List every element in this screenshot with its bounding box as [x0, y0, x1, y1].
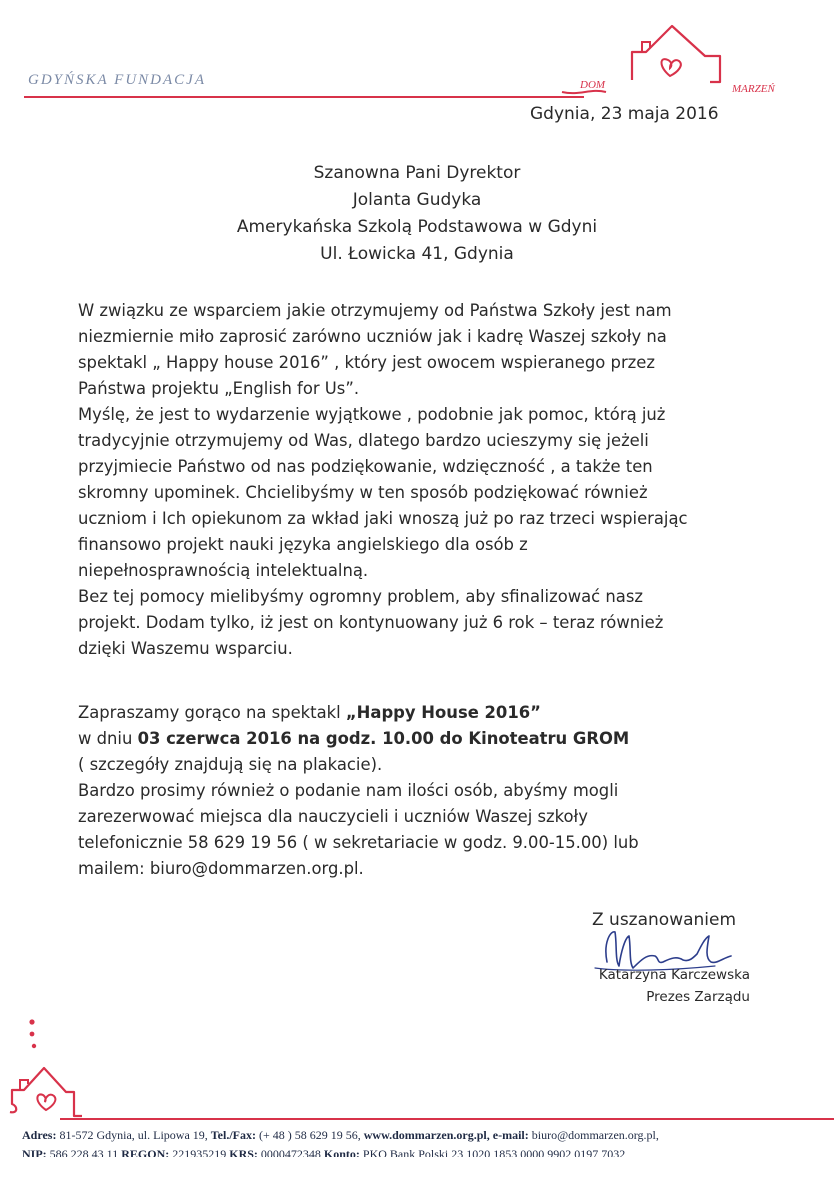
regon-value: 221935219: [169, 1147, 230, 1157]
signer-block: [590, 964, 750, 1008]
house-heart-icon: [4, 1010, 84, 1122]
footer-line-1: [22, 1126, 834, 1145]
regon-label: REGON:: [121, 1147, 170, 1157]
nip-value: 586 228 43 11: [46, 1147, 122, 1157]
addressee-line: Szanowna Pani Dyrektor: [313, 163, 521, 183]
account-label: Konto:: [323, 1147, 360, 1157]
body-line: Myślę, że jest to wydarzenie wyjątkowe , podobnie jak pomoc, którą już: [78, 405, 666, 424]
signer-name: Katarzyna Karczewska: [598, 967, 750, 983]
website-link[interactable]: www.dommarzen.org.pl,: [363, 1128, 490, 1142]
body-line: dzięki Waszemu wsparciu.: [78, 639, 293, 658]
body-line: niepełnosprawnością intelektualną.: [78, 561, 369, 580]
phone-value: (+ 48 ) 58 629 19 56,: [256, 1128, 364, 1142]
phone-label: Tel./Fax:: [210, 1128, 256, 1142]
body-line: projekt. Dodam tylko, iż jest on kontynuowany już 6 rok – teraz również: [78, 613, 664, 632]
body-line: niezmiernie miło zaprosić zarówno uczniów jak i kadrę Waszej szkoły na: [78, 327, 667, 346]
organization-name: GDYŃSKA FUNDACJA: [28, 72, 206, 88]
show-date-venue: 03 czerwca 2016 na godz. 10.00 do Kinoteatru GROM: [137, 729, 630, 748]
invitation-block: [78, 700, 778, 882]
body-line: Państwa projektu „English for Us”.: [78, 379, 360, 398]
body-line: tradycyjnie otrzymujemy od Was, dlatego bardzo ucieszymy się jeżeli: [78, 431, 649, 450]
logo-word-right: MARZEŃ: [732, 83, 775, 95]
logo-word-left: DOM: [580, 79, 606, 91]
krs-value: 0000472348: [257, 1147, 324, 1157]
header-divider: [24, 96, 584, 98]
invite-text: w dniu: [78, 729, 138, 748]
invite-line-3: ( szczegóły znajdują się na plakacie).: [78, 755, 383, 774]
krs-label: KRS:: [229, 1147, 258, 1157]
house-logo-icon: [560, 12, 800, 102]
addressee-block: [0, 160, 834, 268]
invite-line-6: telefonicznie 58 629 19 56 ( w sekretariacie w godz. 9.00-15.00) lub: [78, 833, 639, 852]
letter-body: [78, 298, 758, 662]
invite-text: Zapraszamy gorąco na spektakl: [78, 703, 346, 722]
addressee-line: Amerykańska Szkolą Podstawowa w Gdyni: [236, 217, 598, 237]
footer-line-2: [22, 1145, 834, 1157]
invite-line-2: [78, 726, 778, 752]
body-line: finansowo projekt nauki języka angielskiego dla osób z: [78, 535, 528, 554]
body-line: spektakl „ Happy house 2016” , który jest owocem wspieranego przez: [78, 353, 655, 372]
invite-line-4: Bardzo prosimy również o podanie nam ilości osób, abyśmy mogli: [78, 781, 619, 800]
body-line: przyjmiecie Państwo od nas podziękowanie, wdzięczność , a także ten: [78, 457, 653, 476]
show-title: „Happy House 2016”: [345, 703, 541, 722]
footer-divider: [60, 1118, 834, 1120]
account-value: PKO Bank Polski 23 1020 1853 0000 9902 0197 7032: [359, 1147, 626, 1157]
invite-line-7: mailem: biuro@dommarzen.org.pl.: [78, 859, 364, 878]
invite-line-5: zarezerwować miejsca dla nauczycieli i uczniów Waszej szkoły: [78, 807, 588, 826]
address-label: Adres:: [22, 1128, 57, 1142]
addressee-line: Ul. Łowicka 41, Gdynia: [320, 244, 514, 264]
invite-line-1: [78, 700, 778, 726]
signer-title: Prezes Zarządu: [646, 989, 750, 1005]
body-line: skromny upominek. Chcielibyśmy w ten sposób podziękować również: [78, 483, 648, 502]
body-line: Bez tej pomocy mielibyśmy ogromny problem, aby sfinalizować nasz: [78, 587, 643, 606]
email-label: e-mail:: [489, 1128, 529, 1142]
body-line: W związku ze wsparciem jakie otrzymujemy od Państwa Szkoły jest nam: [78, 301, 672, 320]
nip-label: NIP:: [22, 1147, 47, 1157]
letter-date: Gdynia, 23 maja 2016: [530, 104, 719, 124]
address-value: 81-572 Gdynia, ul. Lipowa 19,: [56, 1128, 211, 1142]
closing-salutation: Z uszanowaniem: [592, 910, 737, 930]
addressee-line: Jolanta Gudyka: [352, 190, 482, 210]
footer-contact: [22, 1126, 834, 1157]
body-line: uczniom i Ich opiekunom za wkład jaki wnoszą już po raz trzeci wspierając: [78, 509, 688, 528]
email-link[interactable]: biuro@dommarzen.org.pl,: [528, 1128, 659, 1142]
